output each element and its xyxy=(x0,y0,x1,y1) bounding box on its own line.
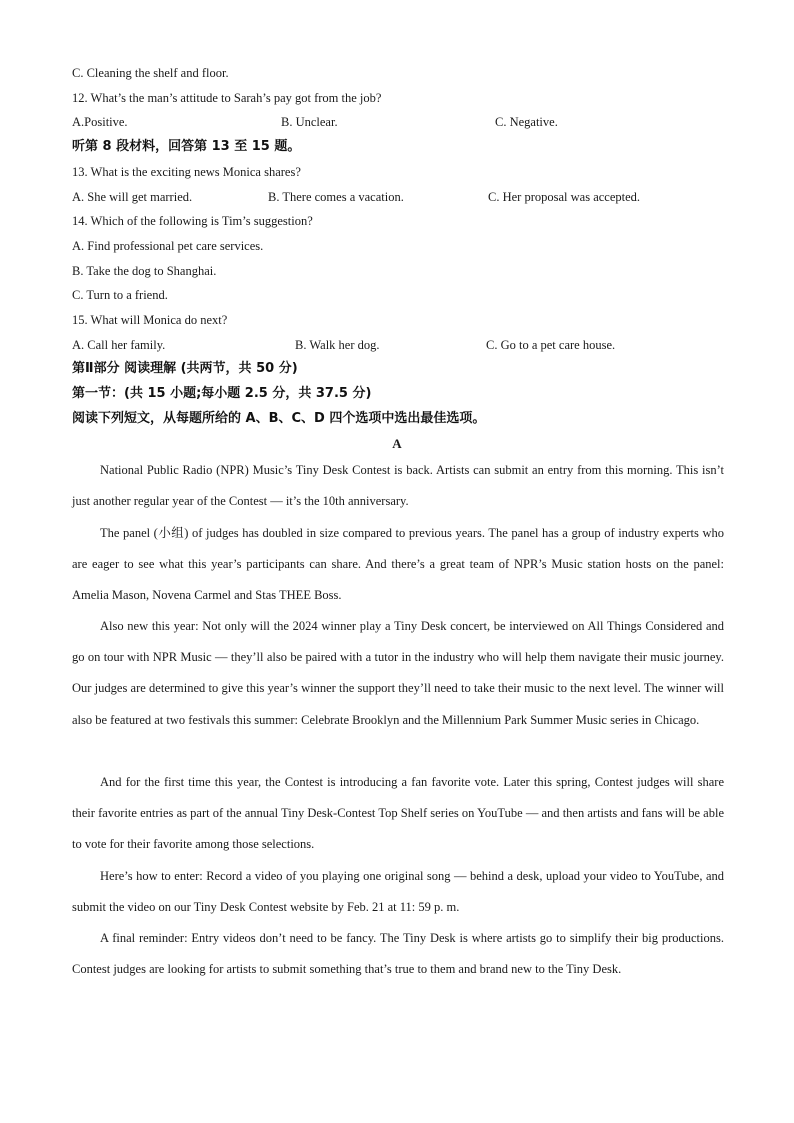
q13-option-c: C. Her proposal was accepted. xyxy=(488,190,641,204)
q13-question: 13. What is the exciting news Monica shares? xyxy=(72,165,301,179)
q13-option-a: A. She will get married. xyxy=(72,190,193,204)
passage-paragraph-3: Also new this year: Not only will the 2024 winner play a Tiny Desk concert, be interviewed on All Things Considered and go on tour with NPR Music — they’ll also be paired with a tutor in the industry who will help them navigate their music journey. Our judges are determined to give this year’s winner the support they’ll need to take their music to the next level. The winner will also be featured at two festivals this summer: Celebrate Brooklyn and the Millennium Park Summer Music series in Chicago. xyxy=(72,619,724,727)
passage-paragraph-4: And for the first time this year, the Contest is introducing a fan favorite vote. Later this spring, Contest judges will share their favorite entries as part of the annual Tiny Desk-Contest Top Shelf series on YouTube — and then artists and fans will be able to vote for their favorite among those selections. xyxy=(72,775,724,852)
q12-question: 12. What’s the man’s attitude to Sarah’s pay got from the job? xyxy=(72,91,382,105)
reading-instruction: 阅读下列短文，从每题所给的 A、B、C、D 四个选项中选出最佳选项。 xyxy=(72,411,486,426)
q13-option-b: B. There comes a vacation. xyxy=(268,190,404,204)
section8-heading: 听第 8 段材料，回答第 13 至 15 题。 xyxy=(72,139,301,154)
q14-option-a: A. Find professional pet care services. xyxy=(72,239,264,253)
q12-option-a: A.Positive. xyxy=(72,115,128,129)
passage-paragraph-2: The panel (小组) of judges has doubled in size compared to previous years. The panel has a group of industry experts who are eager to see what this year’s participants can share. And there’s a great team of NPR’s Music station hosts on the panel: Amelia Mason, Novena Carmel and Stas THEE Boss. xyxy=(72,526,724,603)
passage-label: A xyxy=(392,436,402,451)
q14-question: 14. Which of the following is Tim’s suggestion? xyxy=(72,214,313,228)
passage-paragraph-1: National Public Radio (NPR) Music’s Tiny Desk Contest is back. Artists can submit an entry from this morning. This isn’t just another regular year of the Contest — it’s the 10th anniversary. xyxy=(72,463,724,509)
q15-option-c: C. Go to a pet care house. xyxy=(486,338,616,352)
q15-question: 15. What will Monica do next? xyxy=(72,313,228,327)
q12-option-b: B. Unclear. xyxy=(281,115,338,129)
passage-paragraph-6: A final reminder: Entry videos don’t need to be fancy. The Tiny Desk is where artists go to simplify their big productions. Contest judges are looking for artists to submit something that’s true to them and brand new to the Tiny Desk. xyxy=(72,931,724,977)
q14-option-b: B. Take the dog to Shanghai. xyxy=(72,264,217,278)
q11-option-c: C. Cleaning the shelf and floor. xyxy=(72,66,229,80)
part2-heading: 第Ⅱ部分 阅读理解 (共两节，共 50 分) xyxy=(72,361,298,376)
q15-option-a: A. Call her family. xyxy=(72,338,166,352)
q12-option-c: C. Negative. xyxy=(495,115,558,129)
section1-heading: 第一节：(共 15 小题;每小题 2.5 分，共 37.5 分) xyxy=(72,386,372,401)
q14-option-c: C. Turn to a friend. xyxy=(72,288,168,302)
q15-option-b: B. Walk her dog. xyxy=(295,338,380,352)
passage-paragraph-5: Here’s how to enter: Record a video of you playing one original song — behind a desk, upload your video to YouTube, and submit the video on our Tiny Desk Contest website by Feb. 21 at 11: 59 p. m. xyxy=(72,869,724,915)
